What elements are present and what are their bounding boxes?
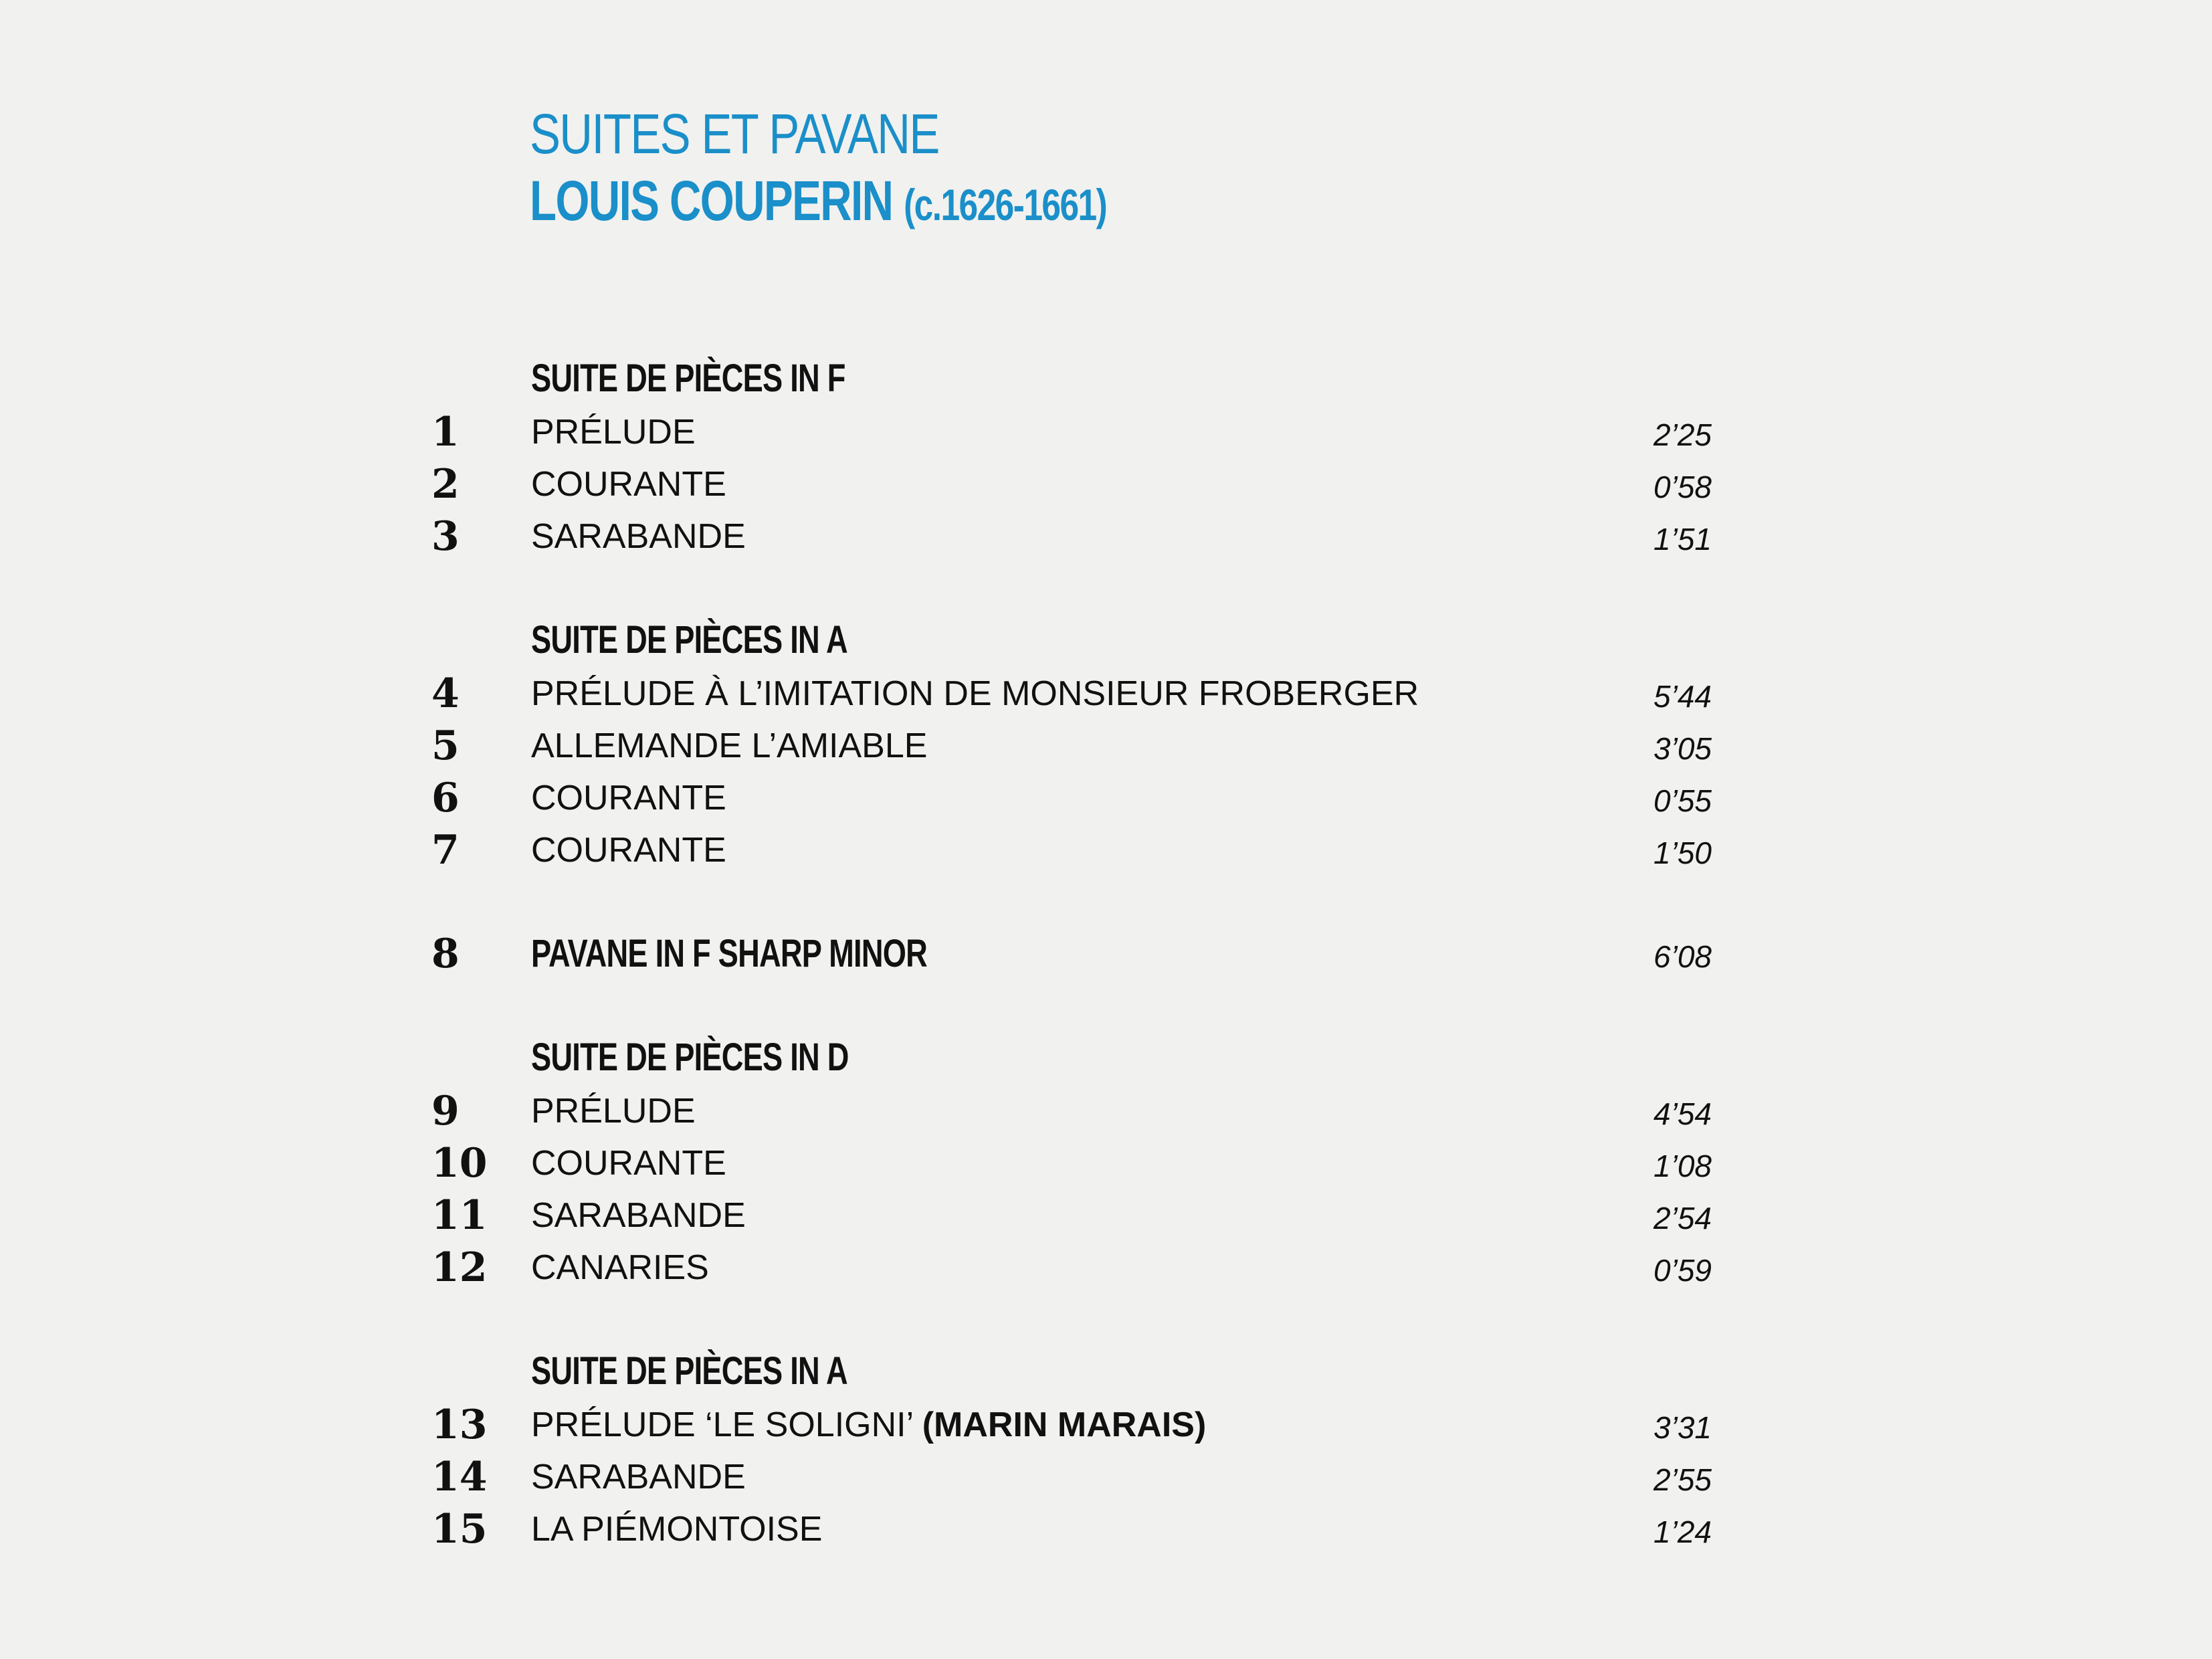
track-duration: 3’31 (1653, 1410, 1712, 1445)
track-title: COURANTE (531, 1144, 726, 1183)
composer-line (530, 167, 1106, 238)
track-number: 14 (431, 1454, 488, 1500)
section-heading-suite-f: SUITE DE PIÈCES IN F (531, 357, 845, 400)
track-duration: 5’44 (1653, 679, 1712, 714)
track-number: 5 (431, 722, 460, 769)
track-title (531, 1399, 1206, 1451)
track-row-3[interactable] (0, 510, 2212, 563)
track-number: 13 (431, 1401, 488, 1448)
track-number: 7 (431, 827, 460, 874)
track-row-7[interactable] (0, 824, 2212, 876)
track-title: PRÉLUDE À L’IMITATION DE MONSIEUR FROBERGER (531, 674, 1419, 713)
track-number: 6 (431, 775, 460, 821)
track-duration: 0’59 (1653, 1253, 1712, 1288)
track-number: 2 (431, 461, 460, 508)
track-row-6[interactable] (0, 772, 2212, 824)
track-number: 1 (431, 409, 460, 456)
track-number: 3 (431, 513, 460, 560)
track-number: 9 (431, 1088, 460, 1135)
album-title: SUITES ET PAVANE (530, 102, 939, 165)
track-title: SARABANDE (531, 517, 746, 556)
track-title: LA PIÉMONTOISE (531, 1510, 823, 1549)
section-heading-suite-d: SUITE DE PIÈCES IN D (531, 1036, 849, 1079)
track-duration: 6’08 (1653, 939, 1712, 974)
track-title: ALLEMANDE L’AMIABLE (531, 726, 928, 765)
track-duration: 4’54 (1653, 1096, 1712, 1131)
track-duration: 0’55 (1653, 783, 1712, 818)
track-row-2[interactable] (0, 458, 2212, 510)
track-number: 15 (431, 1506, 488, 1553)
track-duration: 1’50 (1653, 836, 1712, 870)
track-row-4[interactable] (0, 668, 2212, 720)
track-row-5[interactable] (0, 720, 2212, 772)
track-row-1[interactable] (0, 406, 2212, 458)
track-row-15[interactable] (0, 1503, 2212, 1555)
album-header (530, 100, 1269, 238)
track-title: COURANTE (531, 465, 726, 504)
track-row-13[interactable] (0, 1399, 2212, 1451)
track-duration: 1’51 (1653, 522, 1712, 557)
track-row-14[interactable] (0, 1451, 2212, 1503)
track-row-8[interactable] (0, 928, 2212, 980)
track-number: 11 (431, 1192, 488, 1239)
track-number: 12 (431, 1244, 488, 1291)
track-duration: 1’24 (1653, 1515, 1712, 1549)
track-duration: 3’05 (1653, 731, 1712, 766)
track-title: SARABANDE (531, 1196, 746, 1235)
composer-name: LOUIS COUPERIN (530, 169, 893, 232)
track-duration: 2’25 (1653, 417, 1712, 452)
track-duration: 1’08 (1653, 1149, 1712, 1183)
track-number: 8 (431, 931, 460, 977)
track-number: 10 (431, 1140, 488, 1187)
track-title: PRÉLUDE (531, 413, 696, 452)
track-title: PAVANE IN F SHARP MINOR (531, 932, 928, 975)
track-title: SARABANDE (531, 1458, 746, 1496)
track-title: PRÉLUDE (531, 1092, 696, 1131)
track-duration: 0’58 (1653, 470, 1712, 504)
section-heading-suite-a-2: SUITE DE PIÈCES IN A (531, 1349, 847, 1393)
track-row-11[interactable] (0, 1189, 2212, 1242)
track-title: CANARIES (531, 1248, 709, 1287)
track-title: COURANTE (531, 779, 726, 817)
track-title-attribution: (MARIN MARAIS) (922, 1405, 1207, 1444)
track-duration: 2’54 (1653, 1201, 1712, 1236)
track-title-main: PRÉLUDE ‘LE SOLIGNI’ (531, 1405, 913, 1444)
section-heading-suite-a: SUITE DE PIÈCES IN A (531, 618, 847, 662)
track-title: COURANTE (531, 831, 726, 870)
composer-dates: (c.1626-1661) (904, 180, 1107, 229)
track-row-12[interactable] (0, 1242, 2212, 1294)
track-number: 4 (431, 670, 460, 717)
track-duration: 2’55 (1653, 1462, 1712, 1497)
track-row-10[interactable] (0, 1137, 2212, 1189)
track-row-9[interactable] (0, 1085, 2212, 1137)
